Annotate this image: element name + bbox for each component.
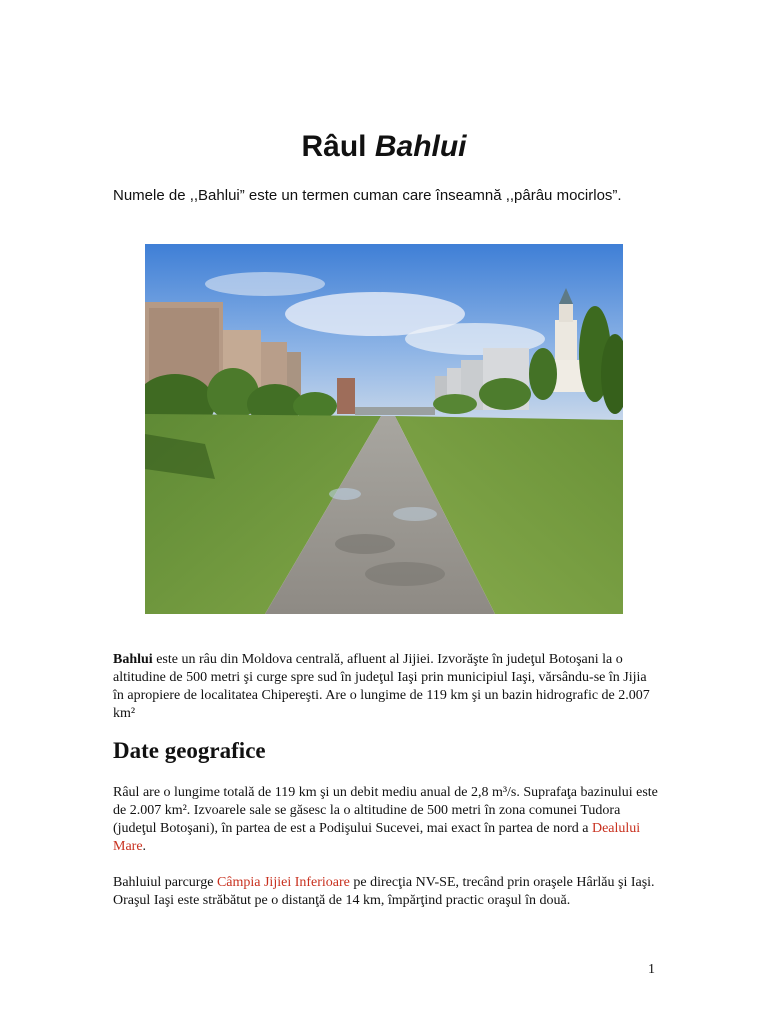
paragraph-text: Râul are o lungime totală de 119 km şi un debit mediu anual de 2,8 m³/s. Suprafaţa bazinului este de 2.007 km². Izvoarele sale se găsesc la o altitudine de 500 metri în zona comunei Tudora (judeţul Botoşani), în partea de est a Podişului Sucevei, mai exact în partea de nord a bbox=[113, 785, 658, 836]
paragraph-course bbox=[113, 874, 658, 910]
river-photo bbox=[145, 244, 623, 614]
section-heading: Date geografice bbox=[113, 738, 266, 763]
paragraph-text: este un râu din Moldova centrală, afluent al Jijiei. Izvorăşte în judeţul Botoşani la o altitudine de 500 metri şi curge spre sud în judeţul Iaşi prin municipiul Iaşi, vărsându-se în Jijia în apropiere de localitatea Chipereşti. Are o lungime de 119 km şi un bazin hidrografic de 2.007 km² bbox=[113, 652, 650, 721]
paragraph-intro-river bbox=[113, 651, 658, 723]
link-campia-jijiei[interactable]: Câmpia Jijiei Inferioare bbox=[216, 875, 350, 890]
page-title bbox=[0, 130, 768, 164]
link-dealul-mare[interactable]: Dealului Mare bbox=[113, 821, 641, 854]
title-italic: Bahlui bbox=[374, 130, 467, 163]
paragraph-geography bbox=[113, 784, 658, 856]
paragraph-bold-term: Bahlui bbox=[113, 652, 153, 667]
page-number: 1 bbox=[648, 962, 655, 977]
paragraph-end: . bbox=[142, 839, 147, 854]
title-main: Râul bbox=[301, 130, 367, 163]
intro-paragraph: Numele de ,,Bahlui” este un termen cuman care înseamnă ,,pârâu mocirlos”. bbox=[113, 187, 622, 204]
paragraph-text-after: pe direcţia NV-SE, trecând prin oraşele Hârlău şi Iaşi. Oraşul Iaşi este străbătut pe o distanţă de 14 km, împărţind practic oraşul în două. bbox=[113, 875, 655, 908]
paragraph-text-before: Bahluiul parcurge bbox=[113, 875, 217, 890]
